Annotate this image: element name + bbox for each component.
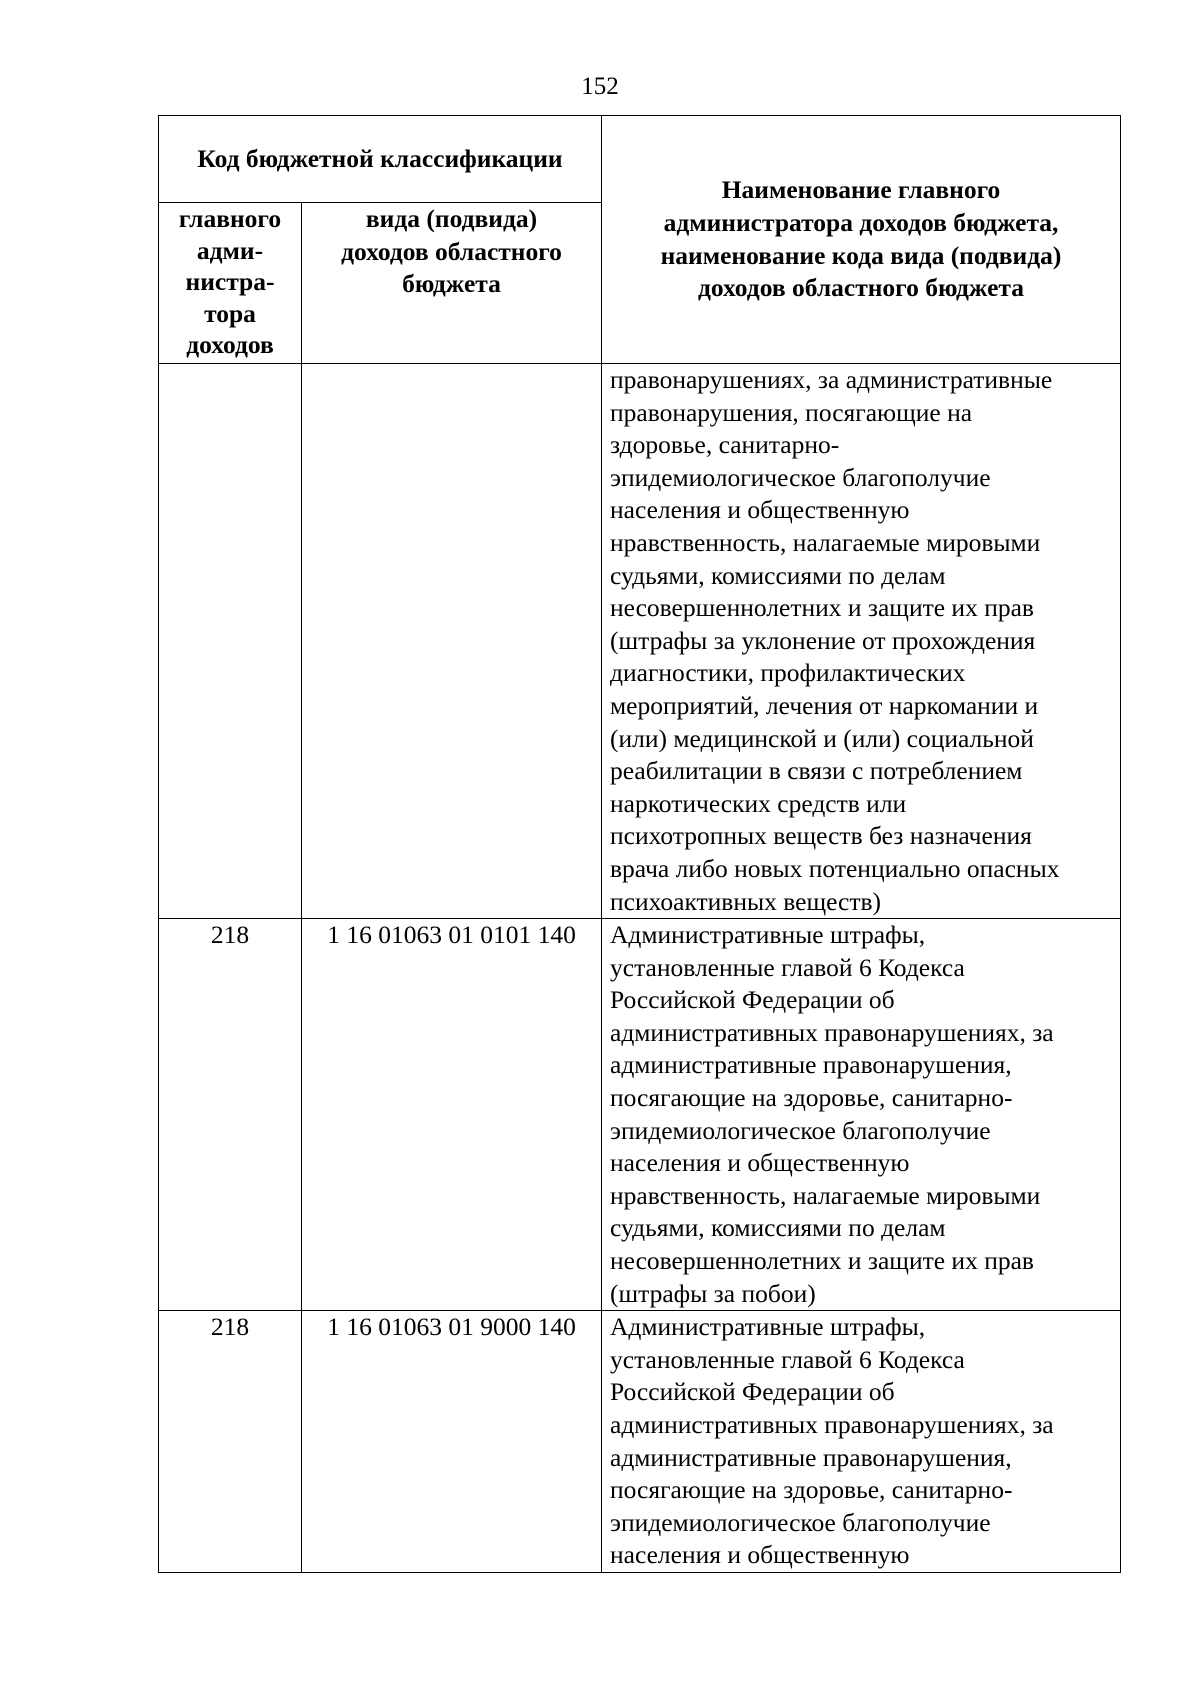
budget-classification-table: [158, 115, 1121, 1573]
table-body: [159, 364, 1121, 1573]
header-admin-line: главного: [178, 204, 282, 233]
description-line: населения и общественную: [610, 1540, 910, 1570]
header-admin-line: доходов: [186, 330, 274, 359]
description-cell: [602, 919, 1121, 1311]
description-line: нравственность, налагаемые мировыми: [610, 1180, 1041, 1210]
header-code: [302, 203, 602, 364]
income-code-cell: 1 16 01063 01 9000 140: [302, 1311, 602, 1573]
description-line: Административные штрафы,: [610, 1312, 926, 1342]
description-line: судьями, комиссиями по делам: [610, 1213, 946, 1243]
table-row: [159, 919, 1121, 1311]
description-line: (штрафы за уклонение от прохождения: [610, 625, 1036, 655]
table-row: [159, 364, 1121, 919]
description-line: судьями, комиссиями по делам: [610, 560, 946, 590]
header-code-line: бюджета: [402, 269, 501, 299]
header-name-line: доходов областного бюджета: [698, 273, 1024, 303]
description-line: диагностики, профилактических: [610, 658, 966, 688]
description-line: психотропных веществ без назначения: [610, 821, 1032, 851]
description-line: эпидемиологическое благополучие: [610, 462, 991, 492]
description-line: эпидемиологическое благополучие: [610, 1507, 991, 1537]
description-line: эпидемиологическое благополучие: [610, 1115, 991, 1145]
header-name-line: администратора доходов бюджета,: [663, 207, 1059, 237]
header-code-line: доходов областного: [341, 236, 562, 266]
description-line: психоактивных веществ): [610, 886, 882, 916]
header-classification: Код бюджетной классификации: [159, 116, 602, 203]
header-code-line: вида (подвида): [365, 204, 538, 233]
description-line: здоровье, санитарно-: [610, 430, 840, 460]
table-row: [159, 1311, 1121, 1573]
header-name: [602, 116, 1121, 364]
header-admin: [159, 203, 302, 364]
description-line: несовершеннолетних и защите их прав: [610, 593, 1034, 623]
description-line: посягающие на здоровье, санитарно-: [610, 1083, 1013, 1113]
description-line: правонарушениях, за административные: [610, 365, 1053, 394]
description-line: нравственность, налагаемые мировыми: [610, 527, 1041, 557]
description-line: установленные главой 6 Кодекса: [610, 952, 965, 982]
description-line: (или) медицинской и (или) социальной: [610, 723, 1034, 753]
description-line: Российской Федерации об: [610, 1377, 895, 1407]
admin-code-cell: 218: [159, 919, 302, 1311]
description-line: административные правонарушения,: [610, 1442, 1012, 1472]
description-line: населения и общественную: [610, 1148, 910, 1178]
income-code-cell: [302, 364, 602, 919]
header-name-line: Наименование главного: [721, 175, 1001, 205]
description-line: населения и общественную: [610, 495, 910, 525]
income-code-cell: 1 16 01063 01 0101 140: [302, 919, 602, 1311]
admin-code-cell: 218: [159, 1311, 302, 1573]
description-line: посягающие на здоровье, санитарно-: [610, 1475, 1013, 1505]
description-line: реабилитации в связи с потреблением: [610, 756, 1023, 786]
description-line: Административные штрафы,: [610, 920, 926, 950]
description-line: мероприятий, лечения от наркомании и: [610, 690, 1039, 720]
description-line: правонарушения, посягающие на: [610, 397, 973, 427]
description-line: административных правонарушениях, за: [610, 1017, 1054, 1047]
header-admin-line: нистра-: [185, 267, 275, 296]
header-admin-line: адми-: [196, 235, 264, 265]
header-admin-line: тора: [204, 298, 256, 328]
description-line: Российской Федерации об: [610, 985, 895, 1015]
description-line: административные правонарушения,: [610, 1050, 1012, 1080]
description-line: несовершеннолетних и защите их прав: [610, 1246, 1034, 1276]
description-line: (штрафы за побои): [610, 1278, 816, 1308]
description-line: врача либо новых потенциально опасных: [610, 853, 1060, 883]
page-number: 152: [581, 73, 619, 100]
description-line: административных правонарушениях, за: [610, 1410, 1054, 1439]
description-cell: [602, 1311, 1121, 1573]
description-line: наркотических средств или: [610, 788, 907, 818]
description-cell: [602, 364, 1121, 919]
description-line: установленные главой 6 Кодекса: [610, 1344, 965, 1374]
admin-code-cell: [159, 364, 302, 919]
header-name-line: наименование кода вида (подвида): [660, 240, 1062, 270]
